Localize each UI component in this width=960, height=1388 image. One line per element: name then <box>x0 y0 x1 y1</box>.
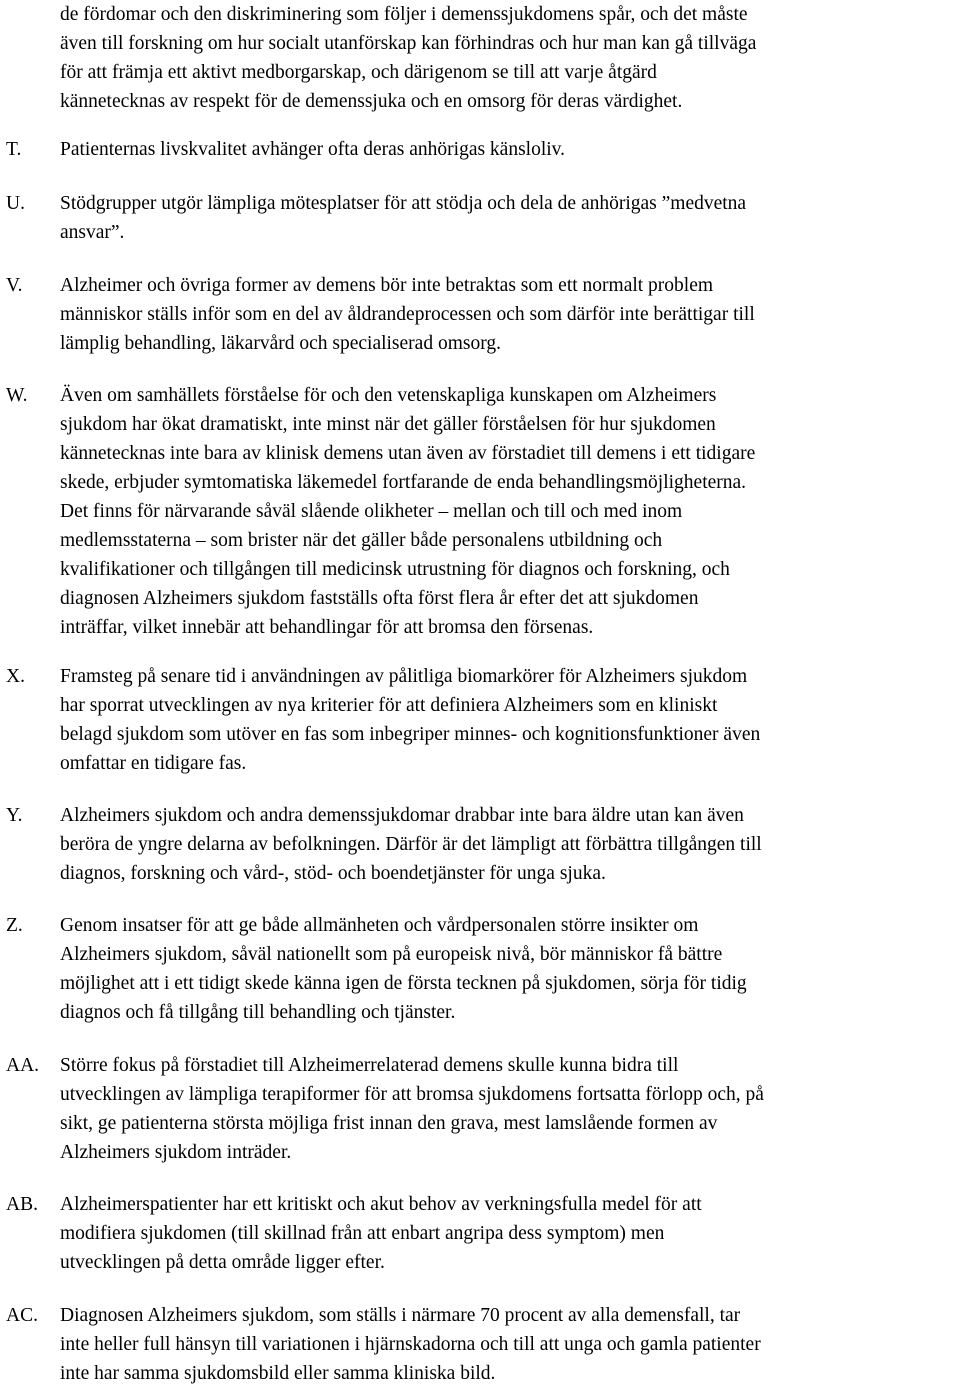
recital-text <box>60 1190 958 1277</box>
recital-marker: Y. <box>6 805 23 826</box>
text-line: för att främja ett aktivt medborgarskap, och därigenom se till att varje åtgärd <box>60 62 657 83</box>
recital-marker: Z. <box>6 915 23 936</box>
text-line: Alzheimers sjukdom, såväl nationellt som på europeisk nivå, bör människor få bättre <box>60 944 723 965</box>
text-line: Patienternas livskvalitet avhänger ofta deras anhörigas känsloliv. <box>60 139 566 160</box>
recital-text <box>60 189 958 247</box>
text-line: diagnosen Alzheimers sjukdom fastställs ofta först flera år efter det att sjukdomen <box>60 588 699 609</box>
text-line: har sporrat utvecklingen av nya kriterier för att definiera Alzheimers som en kliniskt <box>60 695 718 716</box>
text-line: utvecklingen av lämpliga terapiformer för att bromsa sjukdomens fortsatta förlopp och, på <box>60 1084 764 1105</box>
recital-text <box>60 271 958 358</box>
text-line: beröra de yngre delarna av befolkningen. Därför är det lämpligt att förbättra tillgången till <box>60 834 762 855</box>
text-line: Alzheimers sjukdom inträder. <box>60 1142 292 1163</box>
recital-marker: X. <box>6 666 25 687</box>
text-line: ansvar”. <box>60 222 125 243</box>
text-line: kännetecknas av respekt för de demenssjuka och en omsorg för deras värdighet. <box>60 91 683 112</box>
text-line: skede, erbjuder symtomatiska läkemedel fortfarande de enda behandlingsmöjligheterna. <box>60 472 747 493</box>
text-line: Diagnosen Alzheimers sjukdom, som ställs i närmare 70 procent av alla demensfall, tar <box>60 1305 741 1326</box>
text-line: människor ställs inför som en del av åldrandeprocessen och som därför inte berättigar till <box>60 304 755 325</box>
text-line: diagnos och få tillgång till behandling och tjänster. <box>60 1002 456 1023</box>
text-line: Framsteg på senare tid i användningen av pålitliga biomarkörer för Alzheimers sjukdom <box>60 666 748 687</box>
text-line: Alzheimerspatienter har ett kritiskt och akut behov av verkningsfulla medel för att <box>60 1194 702 1215</box>
text-line: diagnos, forskning och vård-, stöd- och boendetjänster för unga sjuka. <box>60 863 606 884</box>
text-line: medlemsstaterna – som brister när det gäller både personalens utbildning och <box>60 530 663 551</box>
text-line: kännetecknas inte bara av klinisk demens utan även av förstadiet till demens i ett tidigare <box>60 443 756 464</box>
paragraph-text <box>60 0 958 116</box>
text-line: möjlighet att i ett tidigt skede känna igen de första tecknen på sjukdomen, sörja för tidig <box>60 973 747 994</box>
text-line: Alzheimers sjukdom och andra demenssjukdomar drabbar inte bara äldre utan kan även <box>60 805 744 826</box>
text-line: kvalifikationer och tillgången till medicinsk utrustning för diagnos och forskning, och <box>60 559 730 580</box>
recital-text <box>60 911 958 1027</box>
recital-marker: AC. <box>6 1305 38 1326</box>
text-line: de fördomar och den diskriminering som följer i demenssjukdomens spår, och det måste <box>60 4 748 25</box>
text-line: Stödgrupper utgör lämpliga mötesplatser för att stödja och dela de anhörigas ”medvetna <box>60 193 747 214</box>
text-line: Det finns för närvarande såväl slående olikheter – mellan och till och med inom <box>60 501 683 522</box>
recital-text <box>60 662 958 778</box>
text-line: Större fokus på förstadiet till Alzheimerrelaterad demens skulle kunna bidra till <box>60 1055 679 1076</box>
text-line: Genom insatser för att ge både allmänheten och vårdpersonalen större insikter om <box>60 915 699 936</box>
text-line: sjukdom har ökat dramatiskt, inte minst när det gäller förståelsen för hur sjukdomen <box>60 414 716 435</box>
recital-text <box>60 801 958 888</box>
recital-marker: AB. <box>6 1194 38 1215</box>
recital-marker: T. <box>6 139 22 160</box>
text-line: inträffar, vilket innebär att behandlingar för att bromsa den försenas. <box>60 617 594 638</box>
text-line: modifiera sjukdomen (till skillnad från att enbart angripa dess symptom) men <box>60 1223 665 1244</box>
text-line: Alzheimer och övriga former av demens bör inte betraktas som ett normalt problem <box>60 275 714 296</box>
recital-text <box>60 135 958 164</box>
text-line: inte har samma sjukdomsbild eller samma kliniska bild. <box>60 1363 496 1384</box>
recital-text <box>60 381 958 642</box>
recital-marker: W. <box>6 385 28 406</box>
recital-text <box>60 1301 958 1388</box>
recital-text <box>60 1051 958 1167</box>
recital-marker: U. <box>6 193 25 214</box>
recital-marker: AA. <box>6 1055 40 1076</box>
text-line: även till forskning om hur socialt utanförskap kan förhindras och hur man kan gå tillväga <box>60 33 757 54</box>
text-line: omfattar en tidigare fas. <box>60 753 247 774</box>
text-line: Även om samhällets förståelse för och den vetenskapliga kunskapen om Alzheimers <box>60 385 717 406</box>
text-line: utvecklingen på detta område ligger efter. <box>60 1252 385 1273</box>
text-line: belagd sjukdom som utöver en fas som inbegriper minnes- och kognitionsfunktioner även <box>60 724 761 745</box>
text-line: lämplig behandling, läkarvård och specialiserad omsorg. <box>60 333 501 354</box>
text-line: sikt, ge patienterna största möjliga frist innan den grava, mest lamslående formen av <box>60 1113 718 1134</box>
recital-marker: V. <box>6 275 23 296</box>
text-line: inte heller full hänsyn till variationen i hjärnskadorna och till att unga och gamla patienter <box>60 1334 761 1355</box>
